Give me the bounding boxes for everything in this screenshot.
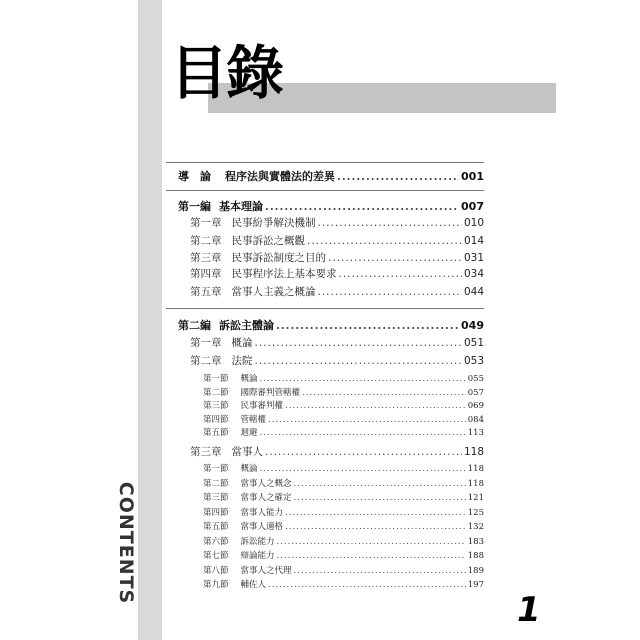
toc-entry-label: 第二節 <box>203 478 229 489</box>
dot-leader <box>260 374 466 384</box>
toc-entry-title: 概論 <box>240 464 258 474</box>
toc-entry-page: 113 <box>467 428 484 439</box>
toc-entry[interactable] <box>203 477 484 489</box>
toc-entry-title: 訴訟能力 <box>240 536 275 547</box>
toc-entry-page: 118 <box>467 464 484 474</box>
toc-entry-label: 第五章 <box>190 286 222 298</box>
dot-leader <box>268 415 466 425</box>
toc-entry[interactable] <box>203 386 484 398</box>
dot-leader <box>276 319 459 332</box>
toc-entry[interactable] <box>190 284 484 299</box>
toc-entry-label: 導 論 <box>178 170 211 183</box>
dot-leader <box>255 337 462 349</box>
toc-entry-page: 084 <box>467 414 484 425</box>
toc-entry[interactable] <box>178 168 484 184</box>
toc-entry-title: 民事紛爭解決機制 <box>231 217 316 229</box>
toc-entry[interactable] <box>190 233 484 248</box>
dot-leader <box>255 355 462 367</box>
toc-entry-label: 第一編 <box>178 200 211 213</box>
toc-entry-title: 法院 <box>231 355 253 367</box>
dot-leader <box>307 235 462 247</box>
toc-entry[interactable] <box>203 564 484 576</box>
toc-entry-label: 第一節 <box>203 374 229 384</box>
toc-entry[interactable] <box>203 549 484 561</box>
toc-entry-label: 第一章 <box>190 337 222 349</box>
toc-entry-title: 辯論能力 <box>240 551 275 561</box>
toc-entry-page: 069 <box>467 401 484 412</box>
dot-leader <box>294 493 466 503</box>
toc-entry-title: 輔佐人 <box>240 580 267 590</box>
toc-entry-label: 第三節 <box>203 401 229 412</box>
toc-entry[interactable] <box>190 335 484 350</box>
toc-entry-label: 第四節 <box>203 414 229 425</box>
divider <box>166 190 484 191</box>
toc-entry-title: 當事人之確定 <box>240 493 292 503</box>
toc-entry-title: 當事人能力 <box>240 507 284 518</box>
dot-leader <box>294 479 466 489</box>
toc-entry-label: 第四章 <box>190 268 222 280</box>
toc-entry-page: 189 <box>467 565 484 576</box>
toc-entry[interactable] <box>203 399 484 411</box>
toc-entry-title: 民事訴訟之概觀 <box>231 235 305 247</box>
toc-entry[interactable] <box>190 266 484 281</box>
toc-entry[interactable] <box>203 372 484 384</box>
dot-leader <box>339 268 462 280</box>
dot-leader <box>285 522 466 532</box>
toc-entry-title: 當事人適格 <box>240 522 284 532</box>
toc-entry-page: 188 <box>467 551 484 561</box>
toc-entry-title: 概論 <box>240 374 258 384</box>
toc-entry-title: 訴訟主體論 <box>219 319 274 332</box>
toc-entry-page: 118 <box>463 446 484 458</box>
page-title: 目錄 <box>170 39 283 107</box>
dot-leader <box>285 508 466 518</box>
dot-leader <box>260 428 466 438</box>
toc-entry-title: 民事程序法上基本要求 <box>231 268 337 280</box>
toc-entry-label: 第三章 <box>190 252 222 264</box>
toc-entry-page: 125 <box>467 507 484 518</box>
divider <box>166 162 484 163</box>
toc-entry[interactable] <box>178 317 484 333</box>
dot-leader <box>265 446 462 458</box>
toc-entry-label: 第二編 <box>178 319 211 332</box>
toc-entry-label: 第五節 <box>203 522 229 532</box>
toc-entry-title: 當事人之概念 <box>240 478 292 489</box>
toc-entry-page: 001 <box>461 170 484 183</box>
toc-entry-page: 057 <box>467 387 484 398</box>
dot-leader <box>318 217 462 229</box>
toc-entry[interactable] <box>178 198 484 214</box>
toc-entry-page: 183 <box>467 536 484 547</box>
toc-entry-page: 049 <box>461 319 484 332</box>
dot-leader <box>268 580 466 590</box>
toc-entry-label: 第一節 <box>203 464 229 474</box>
toc-entry[interactable] <box>203 506 484 518</box>
toc-entry-title: 民事訴訟制度之目的 <box>231 252 326 264</box>
toc-entry-label: 第八節 <box>203 565 229 576</box>
toc-entry-page: 055 <box>467 374 484 384</box>
toc-entry-page: 051 <box>463 337 484 349</box>
toc-entry[interactable] <box>190 353 484 368</box>
toc-entry-label: 第九節 <box>203 580 229 590</box>
toc-entry-label: 第七節 <box>203 551 229 561</box>
toc-entry-title: 國際審判管轄權 <box>240 387 301 398</box>
toc-entry-label: 第一章 <box>190 217 222 229</box>
toc-entry-page: 044 <box>463 286 484 298</box>
dot-leader <box>260 464 466 474</box>
toc-entry-title: 程序法與實體法的差異 <box>225 170 335 183</box>
toc-entry[interactable] <box>190 444 484 459</box>
dot-leader <box>337 170 459 183</box>
toc-entry[interactable] <box>203 426 484 438</box>
toc-entry-title: 當事人 <box>231 446 263 458</box>
contents-side-label: CONTENTS <box>115 481 137 605</box>
toc-entry-title: 當事人主義之概論 <box>231 286 316 298</box>
dot-leader <box>302 388 466 398</box>
toc-entry-label: 第五節 <box>203 428 229 439</box>
toc-entry[interactable] <box>203 413 484 425</box>
toc-entry[interactable] <box>203 520 484 532</box>
toc-entry-page: 034 <box>463 268 484 280</box>
toc-entry-title: 當事人之代理 <box>240 565 292 576</box>
toc-entry-title: 概論 <box>231 337 253 349</box>
dot-leader <box>328 252 462 264</box>
toc-entry[interactable] <box>203 578 484 590</box>
toc-entry[interactable] <box>203 535 484 547</box>
toc-entry-title: 基本理論 <box>219 200 263 213</box>
dot-leader <box>318 286 462 298</box>
toc-entry-label: 第二章 <box>190 235 222 247</box>
toc-entry-page: 132 <box>467 522 484 532</box>
dot-leader <box>265 200 459 213</box>
toc-entry-page: 118 <box>467 478 484 489</box>
toc-entry-label: 第六節 <box>203 536 229 547</box>
toc-entry-label: 第四節 <box>203 507 229 518</box>
toc-entry[interactable] <box>190 250 484 265</box>
toc-entry-page: 007 <box>461 200 484 213</box>
toc-entry-title: 管轄權 <box>240 414 267 425</box>
toc-entry-title: 民事審判權 <box>240 401 284 412</box>
divider <box>166 308 484 309</box>
dot-leader <box>277 551 466 561</box>
toc-entry-page: 053 <box>463 355 484 367</box>
toc-entry-label: 第三章 <box>190 446 222 458</box>
toc-entry-page: 197 <box>467 580 484 590</box>
toc-entry-label: 第二章 <box>190 355 222 367</box>
toc-entry[interactable] <box>203 462 484 474</box>
toc-entry-title: 迴避 <box>240 428 258 439</box>
dot-leader <box>277 537 466 547</box>
toc-entry-page: 031 <box>463 252 484 264</box>
dot-leader <box>285 401 466 411</box>
toc-entry[interactable] <box>203 491 484 503</box>
toc-entry-label: 第二節 <box>203 387 229 398</box>
page-number: 1 <box>517 590 541 630</box>
toc-entry-label: 第三節 <box>203 493 229 503</box>
toc-entry[interactable] <box>190 215 484 230</box>
toc-entry-page: 014 <box>463 235 484 247</box>
dot-leader <box>294 566 466 576</box>
toc-entry-page: 121 <box>467 493 484 503</box>
toc-entry-page: 010 <box>463 217 484 229</box>
